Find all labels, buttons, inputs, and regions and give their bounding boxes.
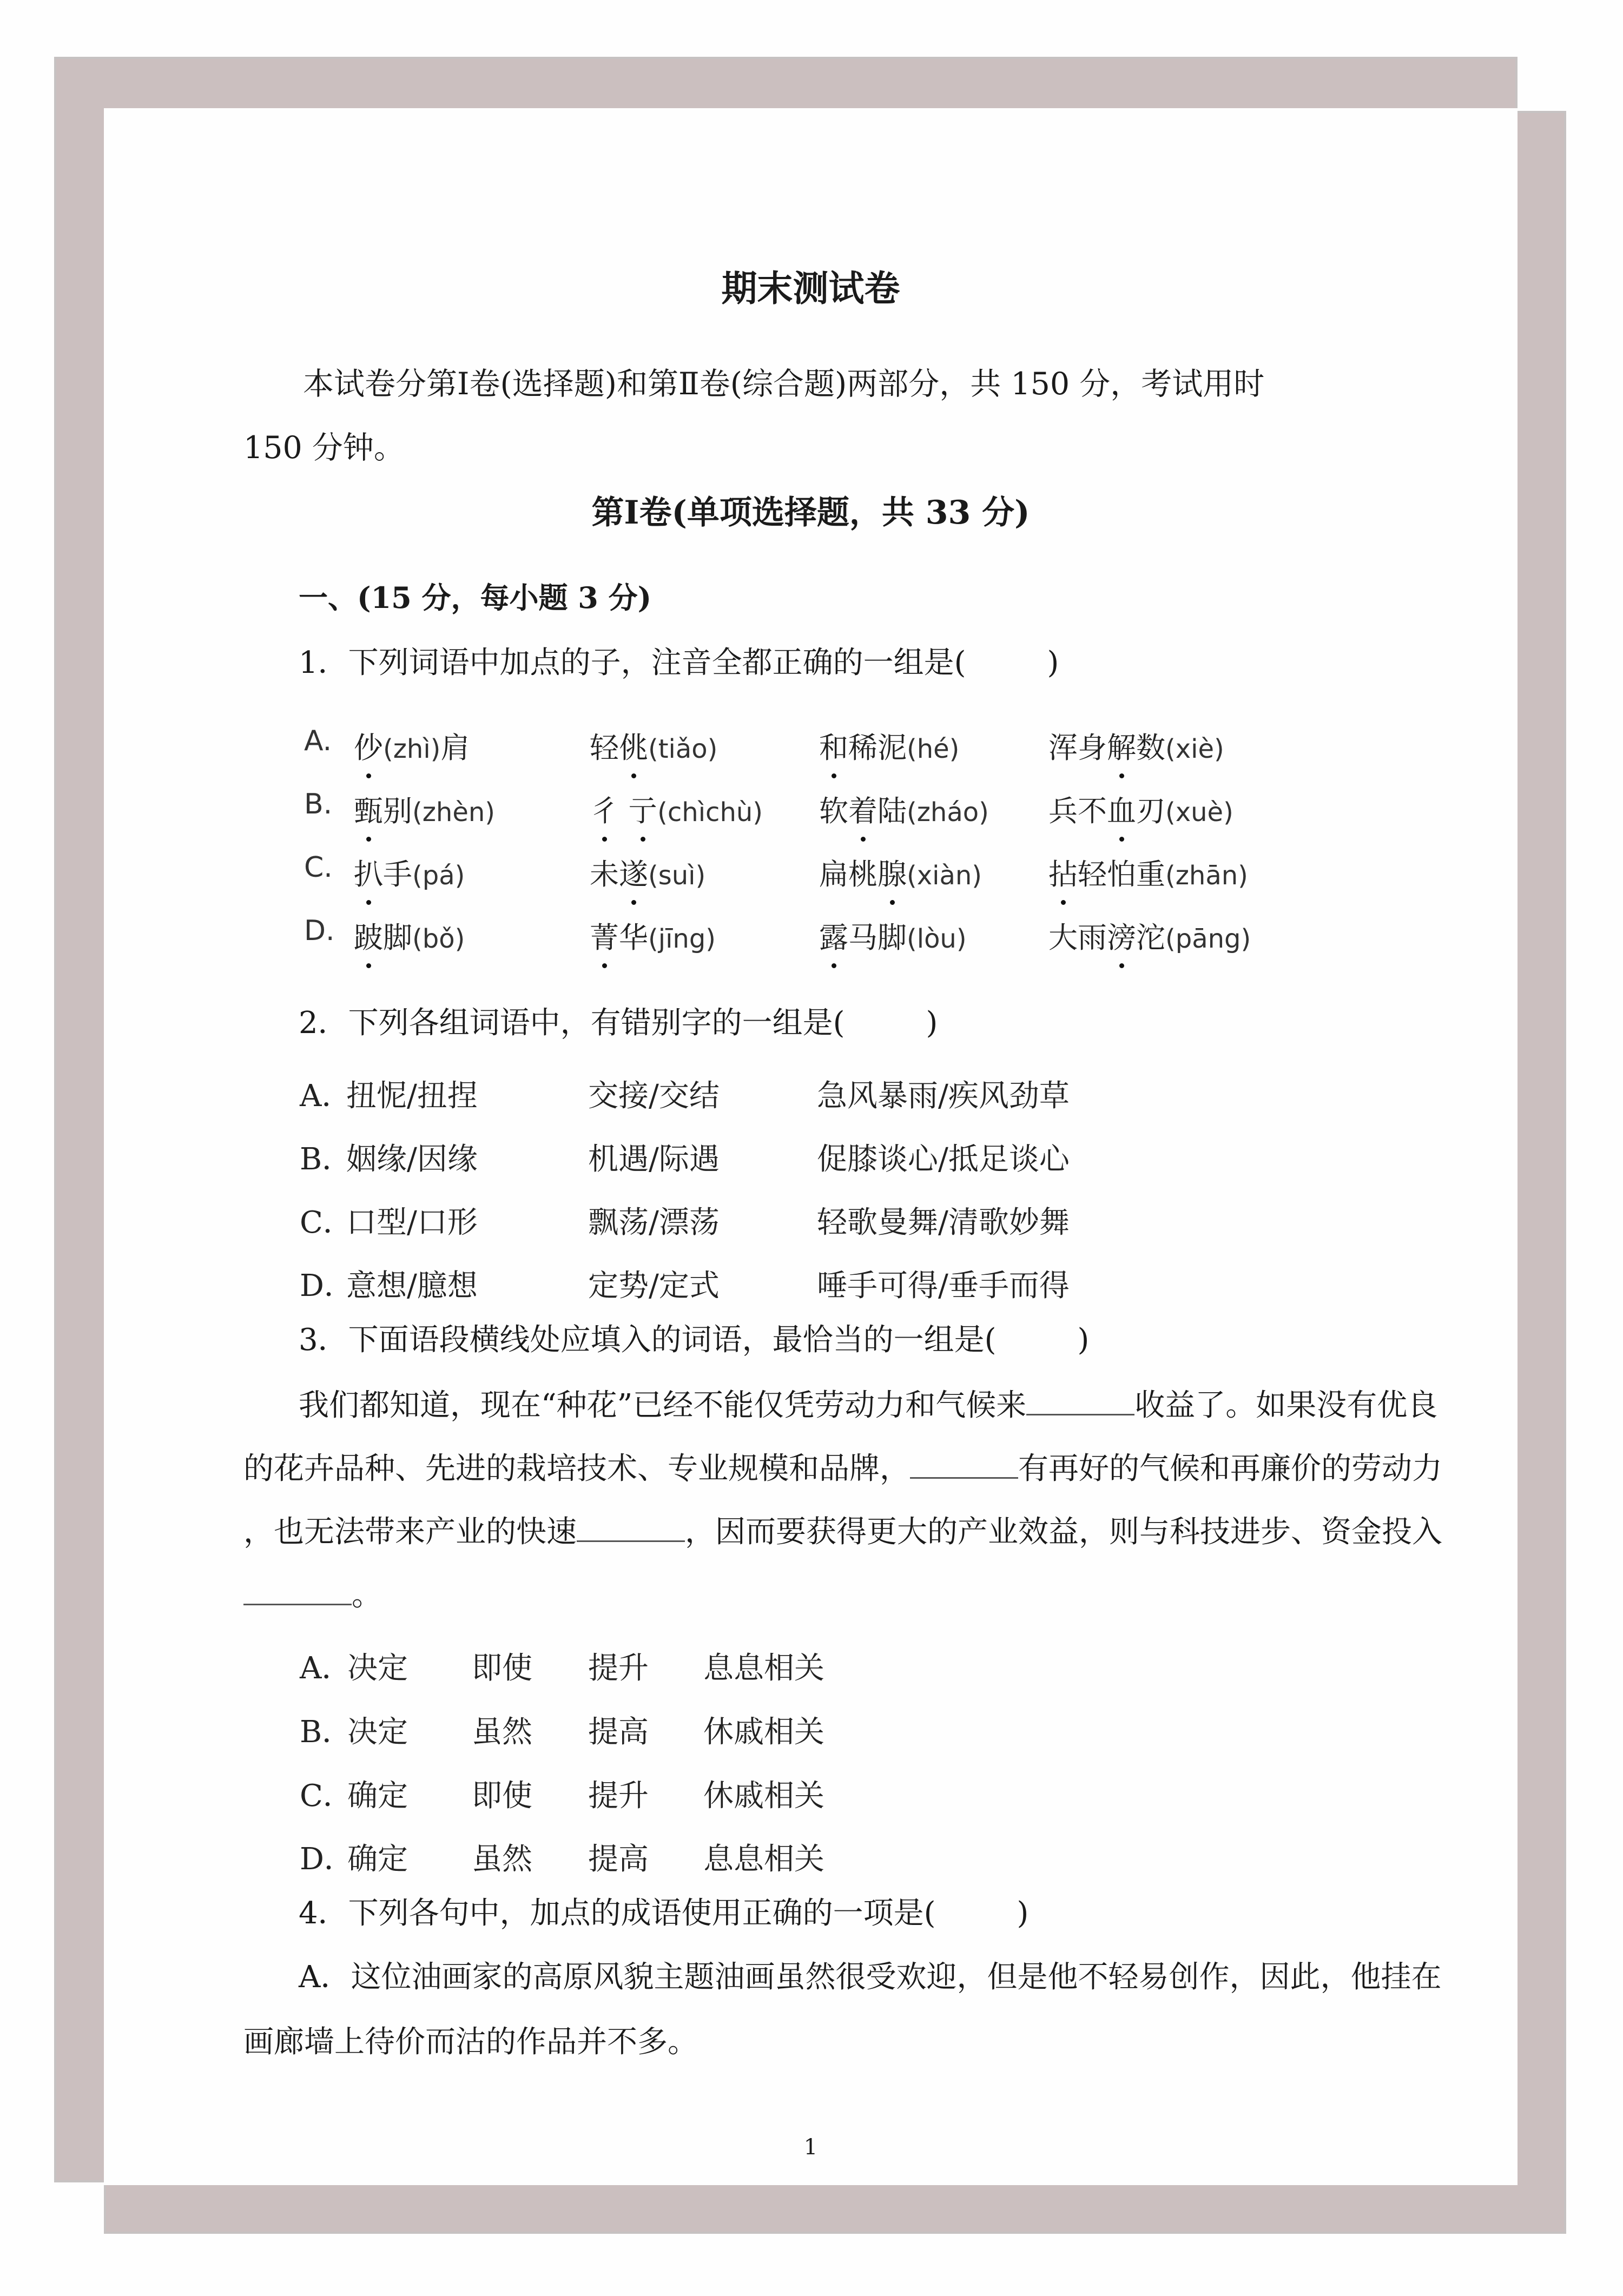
q1-d-item-3: 露马脚(lòu)	[819, 915, 967, 956]
q1-a-item-3: 和稀泥(hé)	[819, 725, 959, 766]
passage-line-4: 。	[243, 1580, 382, 1611]
fill-blank-2[interactable]	[910, 1453, 1018, 1479]
page-number: 1	[803, 2135, 818, 2160]
q1-c-item-4: 拈轻怕重(zhān)	[1048, 851, 1248, 893]
question-1-stem: 1．下列词语中加点的子，注音全都正确的一组是( )	[299, 645, 1059, 680]
q1-b-item-4: 兵不血刃(xuè)	[1048, 788, 1233, 830]
intro-text-line1: 本试卷分第Ⅰ卷(选择题)和第Ⅱ卷(综合题)两部分，共 150 分，考试用时	[303, 366, 1265, 402]
passage-line-1: 我们都知道，现在“种花”已经不能仅凭劳动力和气候来 收益了。如果没有优良	[299, 1388, 1438, 1423]
section-title: 第Ⅰ卷(单项选择题，共 33 分)	[591, 494, 1030, 532]
q1-b-item-1: 甄别(zhèn)	[354, 788, 495, 830]
question-3-stem: 3．下面语段横线处应填入的词语，最恰当的一组是( )	[299, 1322, 1090, 1358]
q1-a-item-2: 轻佻(tiǎo)	[590, 725, 717, 766]
fill-blank-4[interactable]	[243, 1580, 352, 1605]
q1-b-item-2: 彳 亍(chìchù)	[590, 788, 763, 830]
fill-blank-3[interactable]	[577, 1517, 685, 1542]
exam-page: 期末测试卷 本试卷分第Ⅰ卷(选择题)和第Ⅱ卷(综合题)两部分，共 150 分，考试用时 150 分钟。 第Ⅰ卷(单项选择题，共 33 分) 一、(15 分，每小题 3 分) 1．下列词语中加点的子，注音全都正确的一组是( ) A. 仯(zhì)肩 轻佻(tiǎo) 和稀泥(hé) 浑身解数(xiè) B. 甄别(zhèn) 彳 亍(chìchù) 软着陆(zháo) 兵不血刃(xuè) C. 扒手(pá) 未遂(suì) 扁桃腺(xiàn) 拈轻怕重(zhān) D. 跛脚(bǒ) 菁华(jīng) 露马脚(lòu) 大雨滂沱(pāng) 2．下列各组词语中，有错别字的一组是( ) A． 扭怩/扭捏 交接/交结 急风暴雨/疾风劲草 B． 姻缘/因缘 机遇/际遇 促膝谈心/抵足谈心 C． 口型/口形 飘荡/漂荡 轻歌曼舞/清歌妙舞 D． 意想/臆想 定势/定式 唾手可得/垂手而得 3．下面语段横线处应填入的词语，最恰当的一组是( ) 我们都知道，现在“种花”已经不能仅凭劳动力和气候来 收益了。如果没有优良 的花卉品种、先进的栽培技术、专业规模和品牌， 有再好的气候和再廉价的劳动力 ，也无法带来产业的快速 ，因而要获得更大的产业效益，则与科技进步、资金投入 。 A． 决定 即使 提升 息息相关 B． 决定 虽然 提高 休戚相关 C． 确定 即使 提升 休戚相关 D． 确定 虽然 提高 息息相关 4．下列各句中，加点的成语使用正确的一项是( ) A．这位油画家的高原风貌主题油画虽然很受欢迎，但是他不轻易创作，因此，他挂在 画廊墙上待价而沽的作品并不多。 1	[104, 108, 1518, 2185]
part-heading: 一、(15 分，每小题 3 分)	[299, 580, 652, 615]
passage-line-2: 的花卉品种、先进的栽培技术、专业规模和品牌， 有再好的气候和再廉价的劳动力	[243, 1451, 1442, 1486]
q1-d-item-4: 大雨滂沱(pāng)	[1048, 915, 1251, 956]
intro-text-line2: 150 分钟。	[243, 430, 405, 466]
question-2-stem: 2．下列各组词语中，有错别字的一组是( )	[299, 1005, 938, 1041]
question-1-text: 1．下列词语中加点的子，注音全都正确的一组是(	[299, 645, 966, 680]
q1-a-item-1: 仯(zhì)肩	[354, 725, 470, 766]
q1-d-item-1: 跛脚(bǒ)	[354, 915, 465, 956]
q1-c-item-2: 未遂(suì)	[590, 851, 705, 893]
question-4-option-a-line1[interactable]: A．这位油画家的高原风貌主题油画虽然很受欢迎，但是他不轻易创作，因此，他挂在	[299, 1960, 1442, 1995]
q1-d-item-2: 菁华(jīng)	[590, 915, 716, 956]
q1-a-item-4: 浑身解数(xiè)	[1048, 725, 1224, 766]
q1-b-item-3: 软着陆(zháo)	[819, 788, 989, 830]
question-4-option-a-line2: 画廊墙上待价而沽的作品并不多。	[243, 2024, 698, 2060]
question-4-stem: 4．下列各句中，加点的成语使用正确的一项是( )	[299, 1896, 1029, 1931]
page-title: 期末测试卷	[721, 267, 900, 309]
q1-c-item-1: 扒手(pá)	[354, 851, 465, 893]
passage-line-3: ，也无法带来产业的快速 ，因而要获得更大的产业效益，则与科技进步、资金投入	[243, 1514, 1442, 1550]
q1-c-item-3: 扁桃腺(xiàn)	[819, 851, 982, 893]
fill-blank-1[interactable]	[1026, 1390, 1134, 1415]
